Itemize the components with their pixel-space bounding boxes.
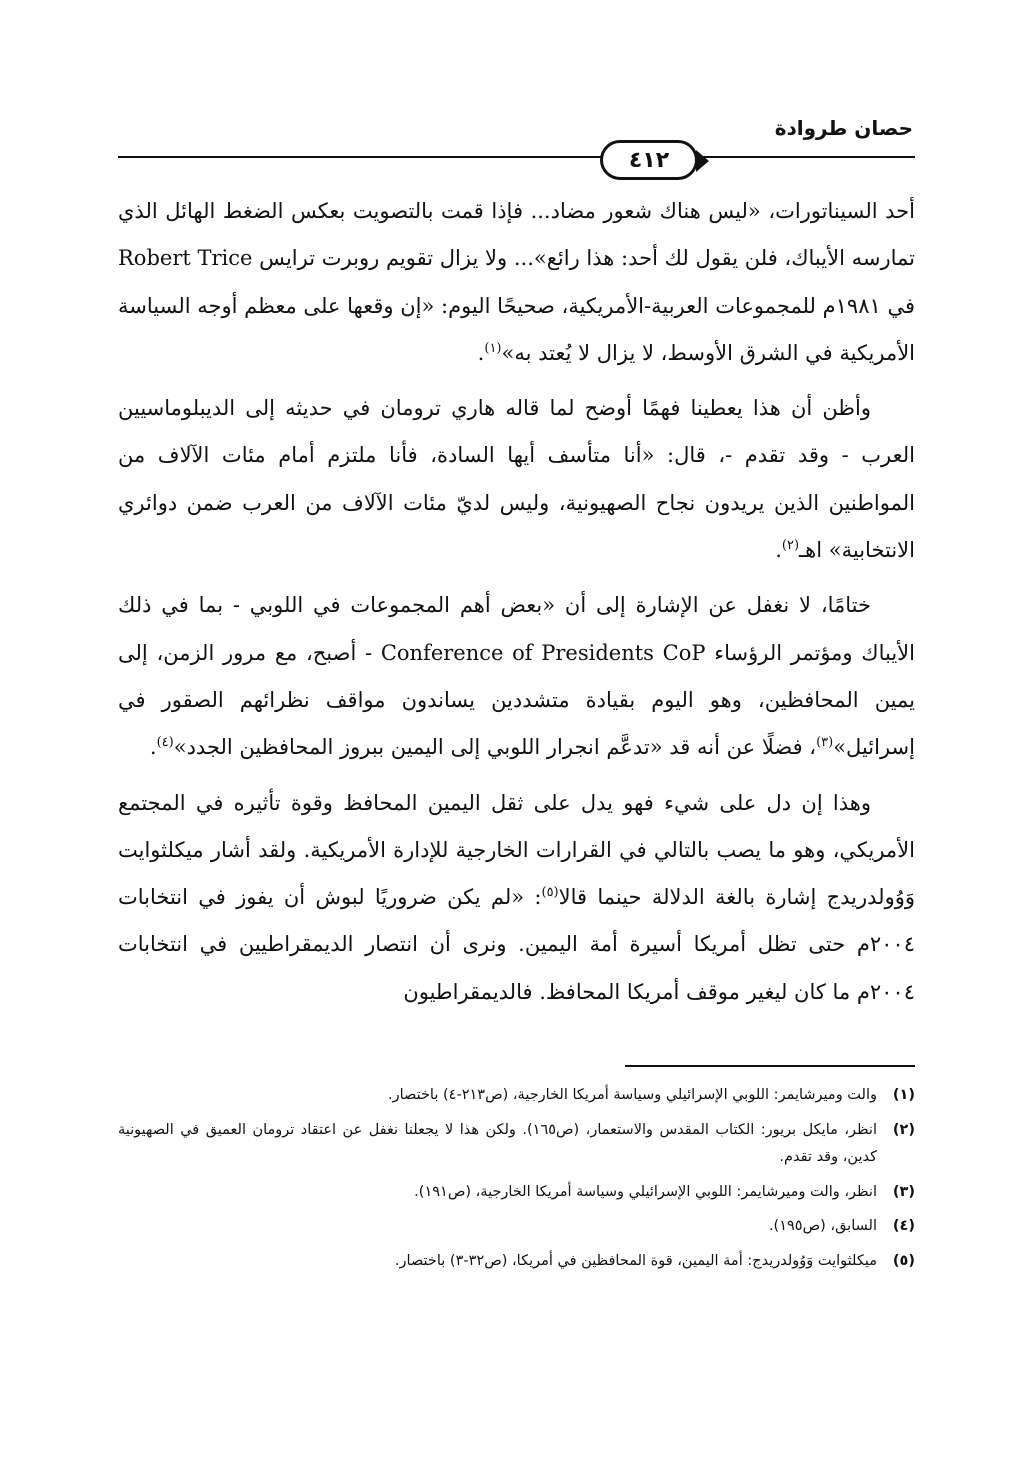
paragraph-text: أحد السيناتورات، «ليس هناك شعور مضاد... فإذا قمت بالتصويت بعكس الضغط الهائل الذي تمارسه الأيباك، فلن يقول لك أحد: هذا رائع»... ولا يزال تقويم روبرت ترايس Robert Trice في ١٩٨١م للمجموعات العربية-الأمريكية، صحيحًا اليوم: «إن وقعها على معظم أوجه السياسة الأمريكية في الشرق الأوسط، لا يزال لا يُعتد به» bbox=[118, 199, 916, 365]
body-paragraph bbox=[118, 188, 915, 377]
paragraph-text: . bbox=[149, 735, 157, 760]
paragraph-text: . bbox=[775, 538, 782, 563]
paragraph-text: ختامًا، لا نغفل عن الإشارة إلى أن «بعض أهم المجموعات في اللوبي - بما في ذلك الأيباك ومؤتمر الرؤساء Conference of Presidents CoP - أصبح، مع مرور الزمن، إلى يمين المحافظين، وهو اليوم بقيادة متشددين يساندون مواقف نظرائهم الصقور في إسرائيل» bbox=[118, 593, 915, 760]
paragraph-text: ، فضلًا عن أنه قد «تدعَّم انجرار اللوبي إلى اليمين ببروز المحافظين الجدد» bbox=[173, 735, 817, 760]
footnote-reference[interactable]: (٥) bbox=[541, 885, 559, 901]
header-rule bbox=[118, 156, 915, 158]
body-paragraph bbox=[118, 385, 915, 574]
footnote-text: انظر، مايكل بريور: الكتاب المقدس والاستعمار، (ص١٦٥). ولكن هذا لا يجعلنا نغفل عن اعتقاد ترومان العميق في الصهيونية كدين، وقد تقدم. bbox=[118, 1121, 877, 1165]
paragraph-text: وهذا إن دل على شيء فهو يدل على ثقل اليمين المحافظ وقوة تأثيره في المجتمع الأمريكي، وهو ما يصب بالتالي في القرارات الخارجية للإدارة الأمريكية. ولقد أشار ميكلثوايت وَوُولدريدج إشارة بالغة الدلالة حينما قالا bbox=[118, 790, 916, 910]
footnote-number: (١) bbox=[892, 1087, 915, 1103]
footnote-item bbox=[118, 1248, 915, 1276]
body-paragraph bbox=[118, 780, 915, 1016]
page-number-badge bbox=[600, 140, 698, 180]
footnote-item bbox=[118, 1179, 915, 1207]
footnote-item bbox=[118, 1213, 915, 1241]
footnote-reference[interactable]: (٤) bbox=[156, 735, 174, 751]
body-paragraph bbox=[118, 582, 915, 771]
page-number: ٤١٢ bbox=[628, 147, 670, 173]
footnotes-list bbox=[118, 1082, 915, 1282]
body-text bbox=[118, 188, 915, 1024]
paragraph-text: وأظن أن هذا يعطينا فهمًا أوضح لما قاله هاري ترومان في حديثه إلى الديبلوماسيين العرب - وقد تقدم -، قال: «أنا متأسف أيها السادة، فأنا ملتزم أمام مئات الآلاف من المواطنين الذين يريدون نجاح الصهيونية، وليس لديّ مئات الآلاف من العرب ضمن دوائري الانتخابية» اهـ bbox=[118, 396, 915, 563]
footnote-text: انظر، والت وميرشايمر: اللوبي الإسرائيلي وسياسة أمريكا الخارجية، (ص١٩١). bbox=[414, 1183, 877, 1200]
footnote-separator bbox=[625, 1065, 915, 1067]
footnote-text: والت وميرشايمر: اللوبي الإسرائيلي وسياسة أمريكا الخارجية، (ص٢١٣-٤) باختصار. bbox=[387, 1087, 877, 1103]
paragraph-text: : «لم يكن ضروريًا لبوش أن يفوز في انتخابات ٢٠٠٤م حتى تظل أمريكا أسيرة أمة اليمين. ونرى أن انتصار الديمقراطيين في انتخابات ٢٠٠٤م ما كان ليغير موقف أمريكا المحافظ. فالديمقراطيون bbox=[118, 885, 915, 1004]
book-title: حصان طروادة bbox=[774, 116, 913, 140]
footnote-number: (٤) bbox=[892, 1218, 915, 1234]
footnote-number: (٣) bbox=[892, 1183, 915, 1200]
footnote-item bbox=[118, 1082, 915, 1110]
footnote-text: السابق، (ص١٩٥). bbox=[768, 1218, 877, 1234]
footnote-reference[interactable]: (٢) bbox=[781, 538, 800, 554]
paragraph-text: . bbox=[477, 340, 485, 365]
footnote-reference[interactable]: (٣) bbox=[816, 735, 834, 751]
footnote-number: (٢) bbox=[892, 1121, 915, 1138]
footnote-reference[interactable]: (١) bbox=[484, 340, 502, 356]
running-header bbox=[118, 112, 915, 152]
footnote-number: (٥) bbox=[892, 1252, 915, 1269]
footnote-text: ميكلثوايت وَوُولدريدج: أمة اليمين، قوة المحافظين في أمريكا، (ص٣٢-٣) باختصار. bbox=[394, 1252, 877, 1269]
footnote-item bbox=[118, 1117, 915, 1172]
